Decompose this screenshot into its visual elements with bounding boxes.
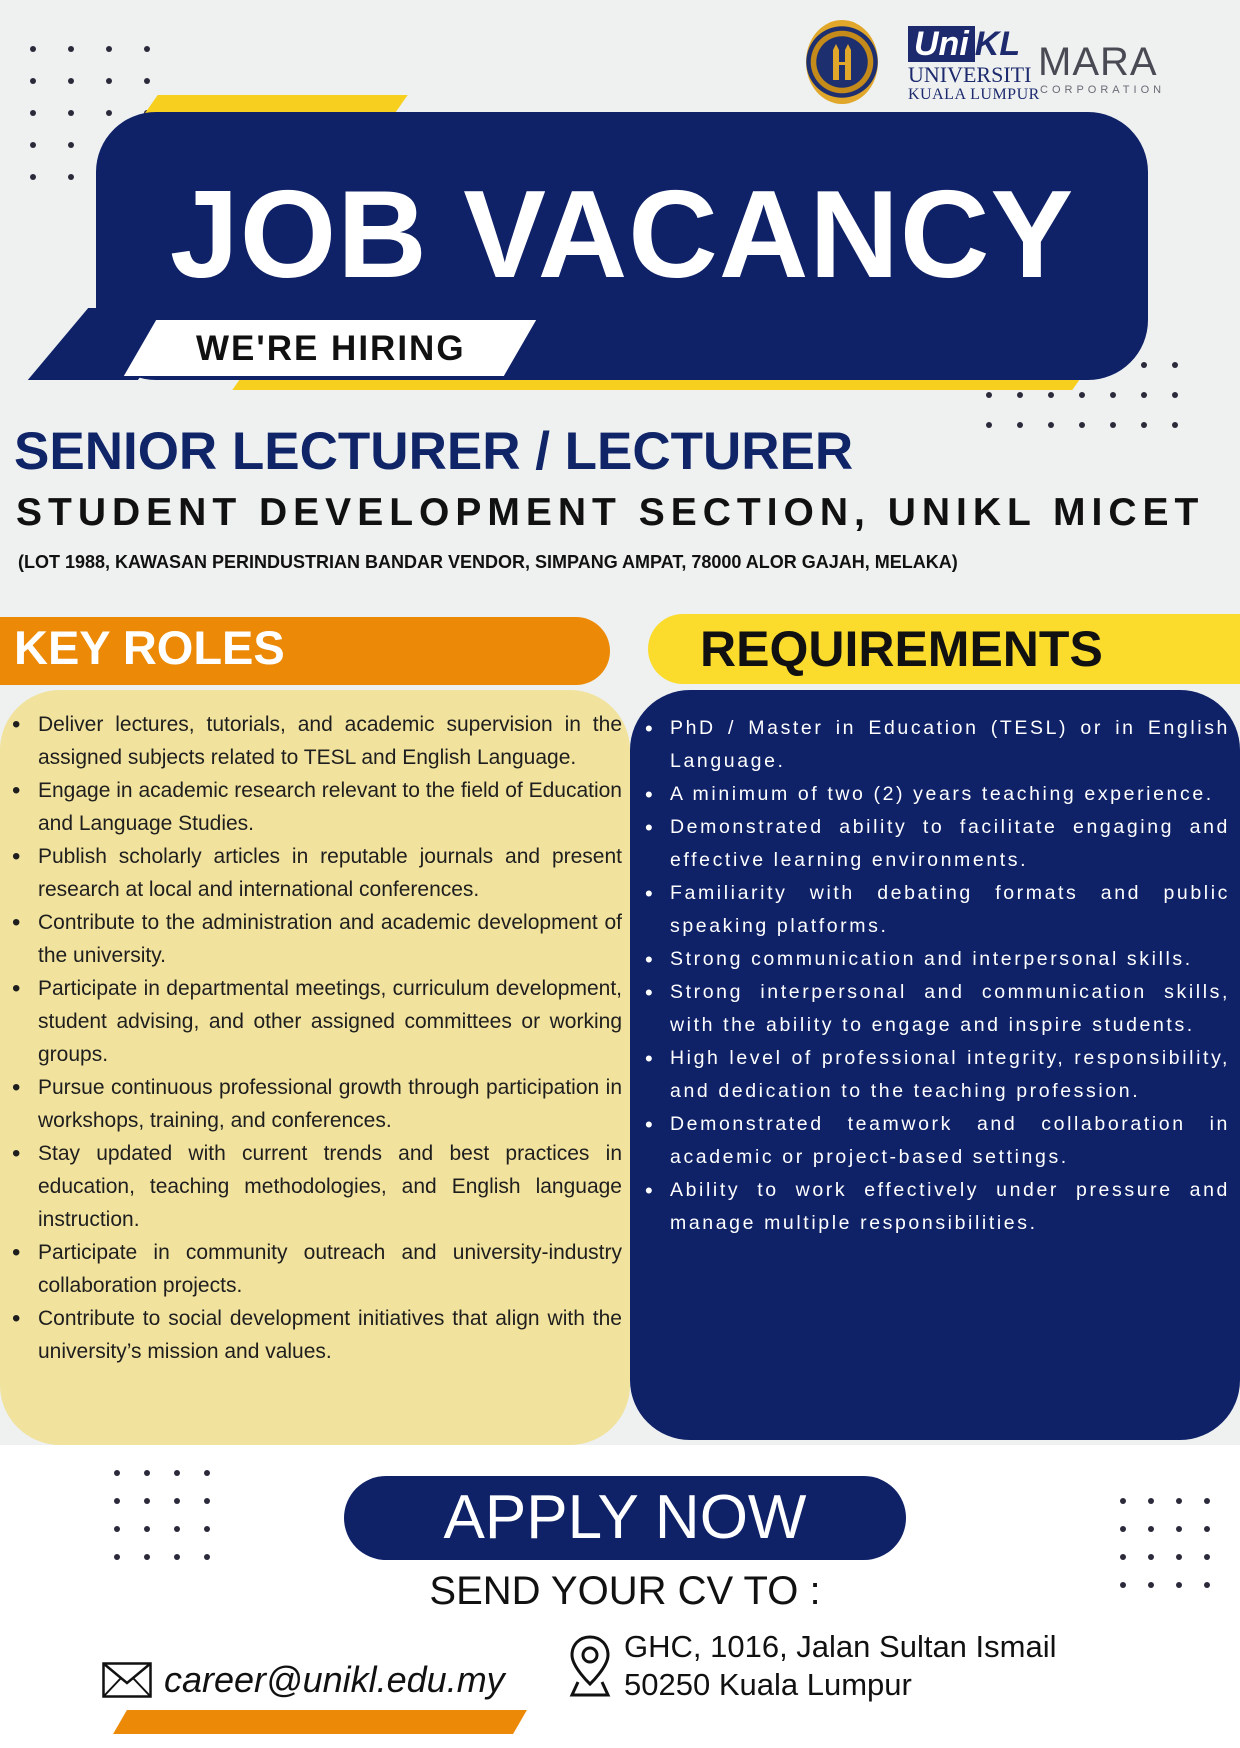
key-role-item: • Publish scholarly articles in reputable journals and present research at local and international conferences. xyxy=(12,840,622,906)
key-role-item: • Stay updated with current trends and best practices in education, teaching methodologies, and English language instruction. xyxy=(12,1137,622,1236)
decorative-dot xyxy=(30,174,36,180)
key-role-item: • Participate in departmental meetings, curriculum development, student advising, and other assigned committees or working groups. xyxy=(12,972,622,1071)
decorative-dot xyxy=(1204,1498,1210,1504)
requirement-item: • Demonstrated teamwork and collaboration in academic or project-based settings. xyxy=(645,1108,1230,1174)
decorative-dot xyxy=(1048,392,1054,398)
decorative-dot xyxy=(204,1470,210,1476)
decorative-dot xyxy=(1110,392,1116,398)
decorative-dot xyxy=(1172,362,1178,368)
dot-pattern-bottom-left xyxy=(114,1470,210,1560)
page-title: JOB VACANCY xyxy=(169,166,1075,304)
decorative-dot xyxy=(1172,422,1178,428)
envelope-icon xyxy=(102,1662,152,1698)
decorative-dot xyxy=(1176,1526,1182,1532)
decorative-dot xyxy=(1079,422,1085,428)
decorative-dot xyxy=(144,1470,150,1476)
contact-email[interactable]: career@unikl.edu.my xyxy=(164,1659,505,1700)
decorative-dot xyxy=(1120,1526,1126,1532)
decorative-dot xyxy=(1048,422,1054,428)
decorative-dot xyxy=(1148,1498,1154,1504)
decorative-dot xyxy=(1017,422,1023,428)
key-role-item: • Engage in academic research relevant to the field of Education and Language Studies. xyxy=(12,774,622,840)
decorative-dot xyxy=(1176,1498,1182,1504)
decorative-dot xyxy=(174,1470,180,1476)
decorative-dot xyxy=(204,1554,210,1560)
requirement-item: • Strong interpersonal and communication skills, with the ability to engage and inspire students. xyxy=(645,976,1230,1042)
decorative-dot xyxy=(204,1498,210,1504)
decorative-dot xyxy=(1204,1554,1210,1560)
decorative-dot xyxy=(204,1526,210,1532)
decorative-dot xyxy=(68,46,74,52)
requirement-item: • Familiarity with debating formats and public speaking platforms. xyxy=(645,877,1230,943)
decorative-dot xyxy=(114,1526,120,1532)
decorative-dot xyxy=(1204,1526,1210,1532)
decorative-dot xyxy=(106,78,112,84)
requirement-item: • Ability to work effectively under pressure and manage multiple responsibilities. xyxy=(645,1174,1230,1240)
decorative-dot xyxy=(1120,1554,1126,1560)
contact-address-line1: GHC, 1016, Jalan Sultan Ismail xyxy=(624,1629,1057,1664)
decorative-dot xyxy=(1148,1582,1154,1588)
decorative-dot xyxy=(1120,1582,1126,1588)
decorative-dot xyxy=(144,78,150,84)
decorative-dot xyxy=(174,1554,180,1560)
key-roles-heading: KEY ROLES xyxy=(14,621,285,674)
unikl-logo xyxy=(908,26,1040,104)
decorative-dot xyxy=(1176,1582,1182,1588)
unikl-logo-line2: KUALA LUMPUR xyxy=(908,86,1040,103)
requirement-item: • A minimum of two (2) years teaching experience. xyxy=(645,778,1230,811)
decorative-dot xyxy=(986,422,992,428)
requirement-item: • Demonstrated ability to facilitate engaging and effective learning environments. xyxy=(645,811,1230,877)
decorative-dot xyxy=(174,1498,180,1504)
decorative-dot xyxy=(1172,392,1178,398)
dot-pattern-bottom-right xyxy=(1120,1498,1210,1588)
decorative-dot xyxy=(114,1498,120,1504)
decorative-dot xyxy=(30,142,36,148)
decorative-dot xyxy=(144,1526,150,1532)
key-role-item: • Deliver lectures, tutorials, and academic supervision in the assigned subjects related to TESL and English Language. xyxy=(12,708,622,774)
unikl-logo-line1: UNIVERSITI xyxy=(908,62,1032,87)
decorative-dot xyxy=(1141,392,1147,398)
mara-logo: MARA xyxy=(1038,40,1158,84)
requirements-list xyxy=(645,712,1230,1240)
decorative-dot xyxy=(1110,422,1116,428)
hiring-tagline: WE'RE HIRING xyxy=(196,329,466,368)
position-address: (LOT 1988, KAWASAN PERINDUSTRIAN BANDAR VENDOR, SIMPANG AMPAT, 78000 ALOR GAJAH, MELAKA) xyxy=(18,552,958,572)
decorative-dot xyxy=(1079,392,1085,398)
decorative-dot xyxy=(114,1470,120,1476)
unikl-logo-kl: KL xyxy=(974,25,1021,63)
decorative-dot xyxy=(1176,1554,1182,1560)
requirements-heading: REQUIREMENTS xyxy=(700,621,1103,677)
decorative-dot xyxy=(68,78,74,84)
decorative-dot xyxy=(1141,362,1147,368)
decorative-dot xyxy=(1017,392,1023,398)
unikl-logo-uni: Uni xyxy=(908,26,975,62)
decorative-dot xyxy=(986,392,992,398)
decorative-dot xyxy=(144,1498,150,1504)
contact-address-line2: 50250 Kuala Lumpur xyxy=(624,1667,912,1702)
seal-towers-icon xyxy=(826,44,858,82)
decorative-dot xyxy=(30,46,36,52)
key-role-item: • Participate in community outreach and university-industry collaboration projects. xyxy=(12,1236,622,1302)
decorative-dot xyxy=(68,174,74,180)
key-roles-list xyxy=(12,708,622,1368)
position-section: STUDENT DEVELOPMENT SECTION, UNIKL MICET xyxy=(16,491,1205,534)
decorative-dot xyxy=(174,1526,180,1532)
decorative-dot xyxy=(106,46,112,52)
decorative-dot xyxy=(1204,1582,1210,1588)
decorative-dot xyxy=(1120,1498,1126,1504)
requirement-item: • PhD / Master in Education (TESL) or in English Language. xyxy=(645,712,1230,778)
decorative-dot xyxy=(144,46,150,52)
apply-now-label[interactable]: APPLY NOW xyxy=(443,1483,807,1552)
decorative-dot xyxy=(1148,1526,1154,1532)
decorative-dot xyxy=(68,110,74,116)
mara-logo-subtitle: CORPORATION xyxy=(1040,84,1166,96)
decorative-dot xyxy=(68,142,74,148)
send-cv-heading: SEND YOUR CV TO : xyxy=(429,1569,821,1613)
decorative-dot xyxy=(144,1554,150,1560)
decorative-dot xyxy=(1141,422,1147,428)
decorative-dot xyxy=(106,110,112,116)
decorative-dot xyxy=(30,78,36,84)
decorative-dot xyxy=(114,1554,120,1560)
key-role-item: • Contribute to social development initiatives that align with the university’s mission and values. xyxy=(12,1302,622,1368)
position-title: SENIOR LECTURER / LECTURER xyxy=(14,422,854,481)
key-role-item: • Contribute to the administration and academic development of the university. xyxy=(12,906,622,972)
map-pin-icon xyxy=(568,1634,612,1698)
requirement-item: • High level of professional integrity, responsibility, and dedication to the teaching profession. xyxy=(645,1042,1230,1108)
key-role-item: • Pursue continuous professional growth through participation in workshops, training, and conferences. xyxy=(12,1071,622,1137)
decorative-dot xyxy=(30,110,36,116)
email-underline-accent xyxy=(113,1710,527,1734)
decorative-dot xyxy=(1148,1554,1154,1560)
requirement-item: • Strong communication and interpersonal skills. xyxy=(645,943,1230,976)
